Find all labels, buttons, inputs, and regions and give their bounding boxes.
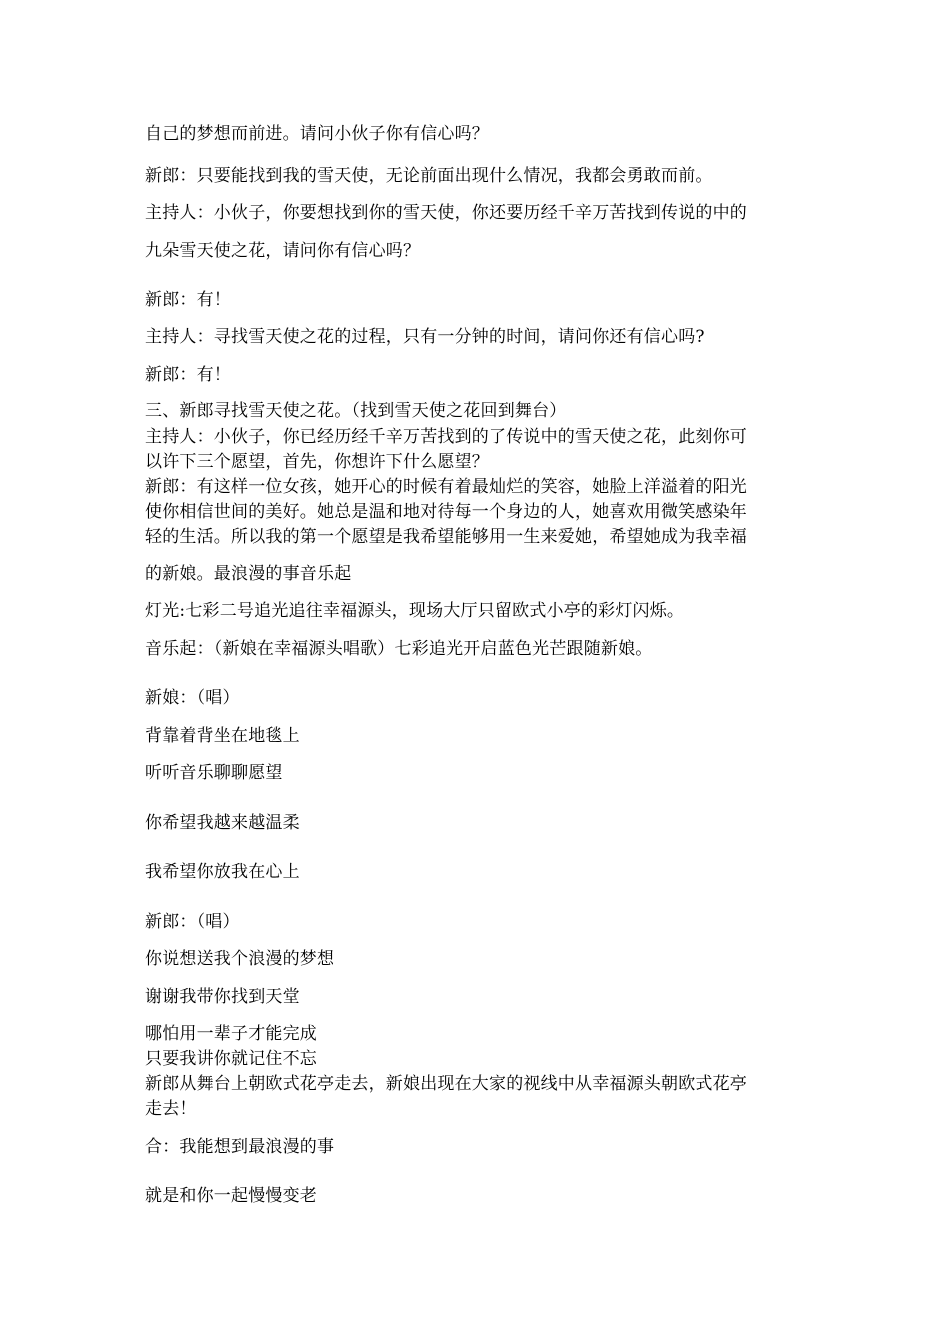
lyric-line: 谢谢我带你找到天堂 bbox=[145, 987, 300, 1007]
text-line: 的新娘。最浪漫的事音乐起 bbox=[145, 564, 352, 584]
section-heading: 三、新郎寻找雪天使之花。（找到雪天使之花回到舞台） bbox=[145, 401, 567, 421]
text-line: 走去！ bbox=[145, 1099, 197, 1119]
text-line: 新郎：只要能找到我的雪天使，无论前面出现什么情况，我都会勇敢而前。 bbox=[145, 166, 713, 186]
text-line: 以许下三个愿望，首先，你想许下什么愿望？ bbox=[145, 452, 489, 472]
text-line: 使你相信世间的美好。她总是温和地对待每一个身边的人，她喜欢用微笑感染年 bbox=[145, 502, 747, 522]
text-line: 轻的生活。所以我的第一个愿望是我希望能够用一生来爱她，希望她成为我幸福 bbox=[145, 527, 747, 547]
text-line: 灯光:七彩二号追光追往幸福源头，现场大厅只留欧式小亭的彩灯闪烁。 bbox=[145, 601, 685, 621]
text-line: 新郎：有这样一位女孩，她开心的时候有着最灿烂的笑容，她脸上洋溢着的阳光 bbox=[145, 477, 747, 497]
text-line: 新郎从舞台上朝欧式花亭走去，新娘出现在大家的视线中从幸福源头朝欧式花亭 bbox=[145, 1074, 747, 1094]
lyric-line: 合：我能想到最浪漫的事 bbox=[145, 1137, 335, 1157]
text-line: 主持人：小伙子，你要想找到你的雪天使，你还要历经千辛万苦找到传说的中的 bbox=[145, 203, 747, 223]
speaker-line: 新郎：（唱） bbox=[145, 912, 240, 932]
lyric-line: 哪怕用一辈子才能完成 bbox=[145, 1024, 317, 1044]
text-line: 主持人：小伙子，你已经历经千辛万苦找到的了传说中的雪天使之花，此刻你可 bbox=[145, 427, 747, 447]
speaker-line: 新娘：（唱） bbox=[145, 688, 240, 708]
text-line: 九朵雪天使之花，请问你有信心吗？ bbox=[145, 241, 421, 261]
text-line: 新郎：有！ bbox=[145, 365, 231, 385]
lyric-line: 你希望我越来越温柔 bbox=[145, 813, 300, 833]
lyric-line: 只要我讲你就记住不忘 bbox=[145, 1049, 317, 1069]
text-line: 音乐起：（新娘在幸福源头唱歌）七彩追光开启蓝色光芒跟随新娘。 bbox=[145, 639, 653, 659]
text-line: 新郎：有！ bbox=[145, 290, 231, 310]
lyric-line: 我希望你放我在心上 bbox=[145, 862, 300, 882]
lyric-line: 背靠着背坐在地毯上 bbox=[145, 726, 300, 746]
text-line: 主持人：寻找雪天使之花的过程，只有一分钟的时间，请问你还有信心吗? bbox=[145, 327, 705, 347]
lyric-line: 就是和你一起慢慢变老 bbox=[145, 1186, 317, 1206]
lyric-line: 听听音乐聊聊愿望 bbox=[145, 763, 283, 783]
lyric-line: 你说想送我个浪漫的梦想 bbox=[145, 949, 335, 969]
text-line: 自己的梦想而前进。请问小伙子你有信心吗？ bbox=[145, 124, 489, 144]
